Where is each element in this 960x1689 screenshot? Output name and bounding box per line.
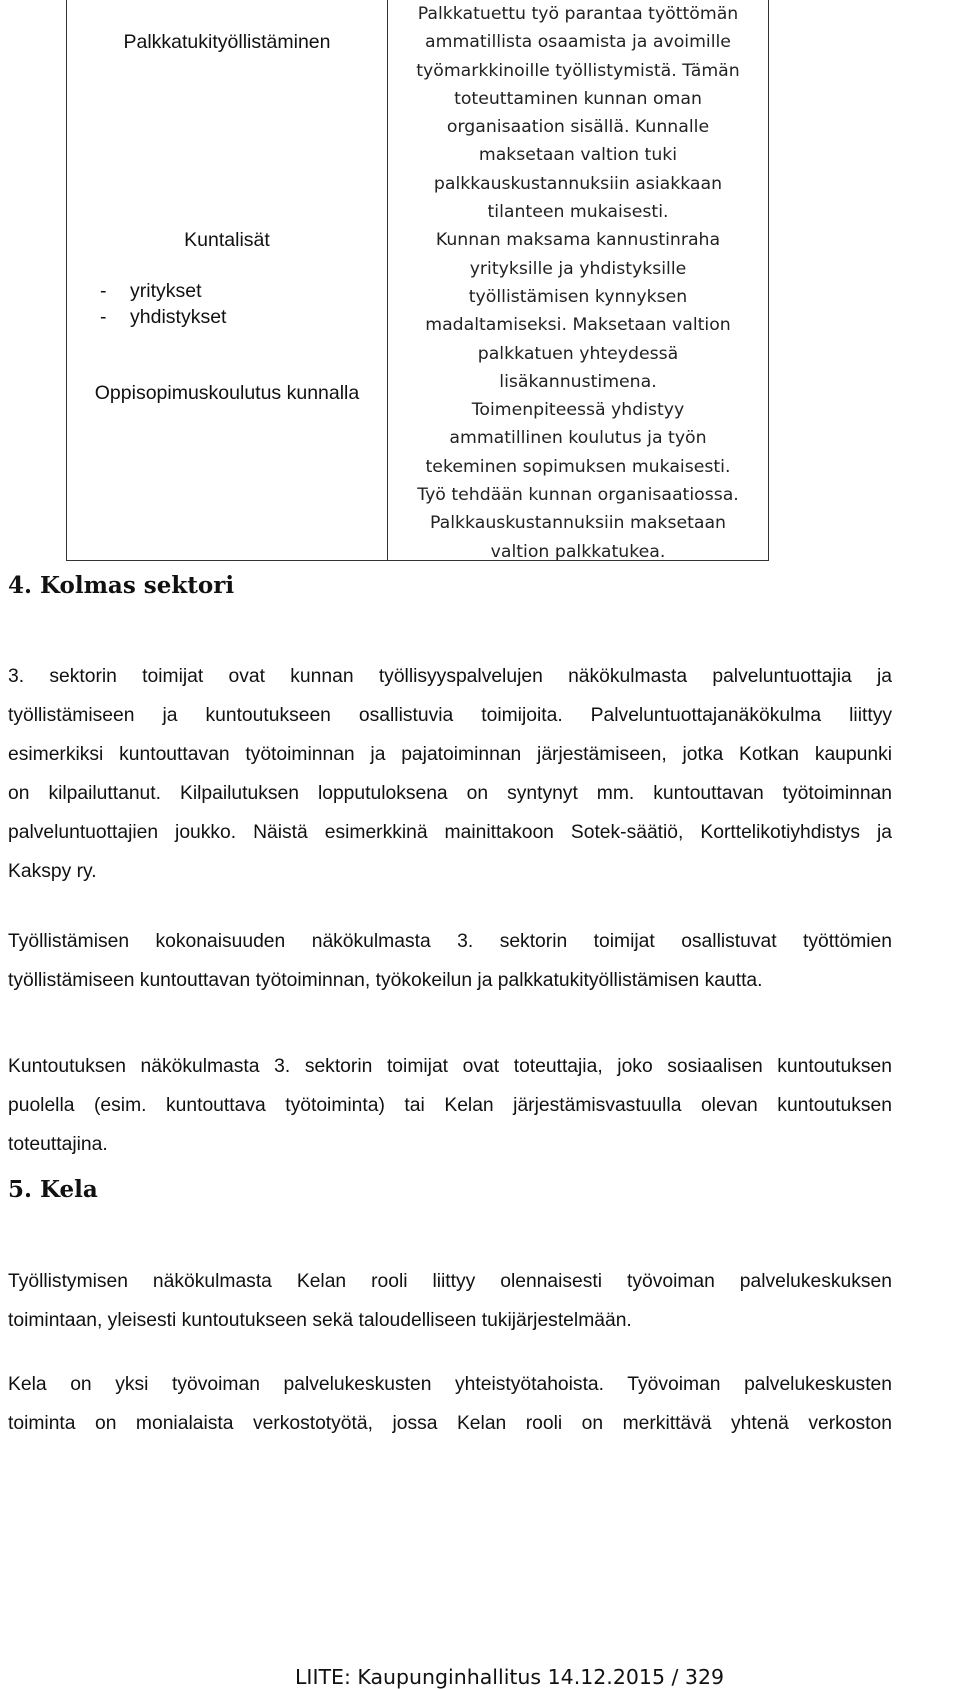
services-table	[66, 0, 769, 561]
description-line: maksetaan valtion tuki	[478, 145, 678, 166]
section-heading-kela: 5. Kela	[8, 1176, 98, 1203]
description-line: Palkkatuettu työ parantaa työttömän	[417, 4, 739, 24]
table-right-column	[388, 0, 768, 560]
paragraph-line: työllistämiseen ja kuntoutukseen osallistuvia toimijoita. Palveluntuottajanäkökulma liittyy	[8, 705, 892, 726]
description-line: ammatillinen koulutus ja työn	[449, 428, 707, 449]
description-line: palkkauskustannuksiin asiakkaan	[433, 173, 723, 194]
description-line: lisäkannustimena.	[499, 371, 657, 392]
description-line: työmarkkinoille työllistymistä. Tämän	[416, 60, 740, 81]
description-line: ammatillista osaamista ja avoimille	[425, 32, 731, 53]
description-line: palkkatuen yhteydessä	[477, 343, 679, 364]
paragraph-line: Kela on yksi työvoiman palvelukeskusten yhteistyötahoista. Työvoiman palvelukeskusten	[8, 1374, 892, 1395]
paragraph-line: puolella (esim. kuntouttava työtoiminta) tai Kelan järjestämisvastuulla olevan kuntoutuksen	[8, 1095, 892, 1116]
paragraph-line: esimerkiksi kuntouttavan työtoiminnan ja pajatoiminnan järjestämiseen, jotka Kotkan kaupunki	[8, 744, 892, 765]
paragraph-line: 3. sektorin toimijat ovat kunnan työllisyyspalvelujen näkökulmasta palveluntuottajia ja	[8, 666, 892, 687]
description-line: toteuttaminen kunnan oman	[454, 88, 702, 109]
row-label-kuntalisat: Kuntalisät	[184, 229, 270, 251]
paragraph-line: toimintaan, yleisesti kuntoutukseen sekä taloudelliseen tukijärjestelmään.	[8, 1310, 632, 1331]
paragraph	[8, 1365, 892, 1443]
description-line: työllistämisen kynnyksen	[468, 286, 688, 307]
bullet-item: - yhdistykset	[100, 306, 227, 328]
description-line: valtion palkkatukea.	[490, 541, 666, 562]
row-description-group	[388, 0, 768, 566]
paragraph-line: Työllistämisen kokonaisuuden näkökulmasta 3. sektorin toimijat osallistuvat työttömien	[8, 931, 892, 952]
description-line: organisaation sisällä. Kunnalle	[446, 117, 710, 138]
bullet-item: - yritykset	[100, 280, 202, 302]
row-label-oppisopimus: Oppisopimuskoulutus kunnalla	[94, 382, 360, 404]
page-footer: LIITE: Kaupunginhallitus 14.12.2015 / 329	[295, 1665, 725, 1689]
section-heading-kolmas-sektori: 4. Kolmas sektori	[8, 572, 235, 599]
description-line: yrityksille ja yhdistyksille	[469, 258, 687, 279]
description-line: Työ tehdään kunnan organisaatiossa.	[417, 485, 739, 506]
paragraph-line: toteuttajina.	[8, 1134, 108, 1155]
paragraph	[8, 1047, 892, 1164]
description-line: tekeminen sopimuksen mukaisesti.	[425, 456, 731, 477]
row-label-palkkatuki: Palkkatukityöllistäminen	[123, 31, 331, 53]
description-line: Palkkauskustannuksiin maksetaan	[430, 513, 726, 534]
paragraph-line: Kakspy ry.	[8, 861, 97, 882]
paragraph-line: työllistämiseen kuntouttavan työtoiminnan, työkokeilun ja palkkatukityöllistämisen kautta.	[8, 970, 763, 991]
description-line: Toimenpiteessä yhdistyy	[471, 400, 685, 421]
paragraph-line: Kuntoutuksen näkökulmasta 3. sektorin toimijat ovat toteuttajia, joko sosiaalisen kuntoutuksen	[8, 1056, 892, 1077]
table-left-column	[67, 0, 388, 560]
paragraph-line: on kilpailuttanut. Kilpailutuksen lopputuloksena on syntynyt mm. kuntouttavan työtoiminnan	[8, 783, 892, 804]
paragraph	[8, 1262, 892, 1340]
paragraph	[8, 657, 892, 891]
paragraph-line: palveluntuottajien joukko. Näistä esimerkkinä mainittakoon Sotek-säätiö, Korttelikotiyhdistys ja	[8, 822, 892, 843]
description-line: Kunnan maksama kannustinraha	[435, 230, 721, 251]
paragraph	[8, 922, 892, 1000]
description-line: madaltamiseksi. Maksetaan valtion	[425, 315, 731, 336]
paragraph-line: Työllistymisen näkökulmasta Kelan rooli liittyy olennaisesti työvoiman palvelukeskuksen	[8, 1271, 892, 1292]
paragraph-line: toiminta on monialaista verkostotyötä, jossa Kelan rooli on merkittävä yhtenä verkoston	[8, 1413, 892, 1434]
description-line: tilanteen mukaisesti.	[487, 202, 669, 223]
